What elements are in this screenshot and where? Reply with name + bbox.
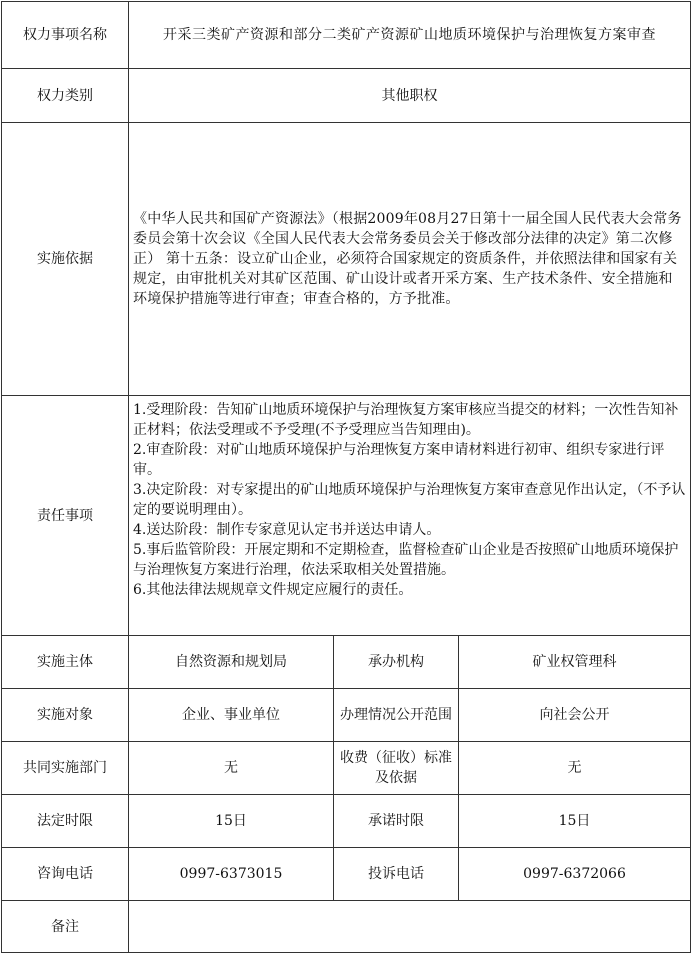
fee-standard-label: 收费（征收）标准及依据 <box>334 742 459 795</box>
subject-label: 实施主体 <box>2 636 129 689</box>
joint-department-value: 无 <box>129 742 334 795</box>
power-category-value: 其他职权 <box>129 69 691 123</box>
row-power-name <box>2 2 691 69</box>
responsibility-item: 1.受理阶段：告知矿山地质环境保护与治理恢复方案审核应当提交的材料；一次性告知补正材料；依法受理或不予受理(不予受理应当告知理由)。 <box>133 402 679 438</box>
subject-value: 自然资源和规划局 <box>129 636 334 689</box>
basis-text: 《中华人民共和国矿产资源法》（根据2009年08月27日第十一届全国人民代表大会常务委员会第十次会议《全国人民代表大会常务委员会关于修改部分法律的决定》第二次修正） 第十五条：设立矿山企业，必须符合国家规定的资质条件，并依照法律和国家有关规定，由审批机关对其矿区范围、矿山设计或者开采方案、生产技术条件、安全措施和环境保护措施等进行审查；审查合格的，方予批准。 <box>133 211 682 307</box>
promised-time-limit-value: 15日 <box>459 795 691 848</box>
consult-phone-value: 0997-6373015 <box>129 848 334 901</box>
legal-time-limit-value: 15日 <box>129 795 334 848</box>
fee-standard-value: 无 <box>459 742 691 795</box>
row-subject <box>2 636 691 689</box>
remarks-label: 备注 <box>2 901 129 953</box>
responsibility-item: 4.送达阶段：制作专家意见认定书并送达申请人。 <box>133 522 441 538</box>
power-category-label: 权力类别 <box>2 69 129 123</box>
complaint-phone-value: 0997-6372066 <box>459 848 691 901</box>
row-power-category <box>2 69 691 123</box>
responsibility-item: 3.决定阶段：对专家提出的矿山地质环境保护与治理恢复方案审查意见作出认定，（不予认定的要说明理由）。 <box>133 482 686 518</box>
handling-agency-label: 承办机构 <box>334 636 459 689</box>
responsibility-item: 2.审查阶段：对矿山地质环境保护与治理恢复方案申请材料进行初审、组织专家进行评审。 <box>133 442 665 478</box>
basis-label: 实施依据 <box>2 123 129 396</box>
row-phone <box>2 848 691 901</box>
joint-department-label: 共同实施部门 <box>2 742 129 795</box>
disclosure-scope-value: 向社会公开 <box>459 689 691 742</box>
responsibilities-list <box>129 396 691 636</box>
target-value: 企业、事业单位 <box>129 689 334 742</box>
remarks-value <box>129 901 691 953</box>
row-target <box>2 689 691 742</box>
responsibility-item: 5.事后监管阶段：开展定期和不定期检查，监督检查矿山企业是否按照矿山地质环境保护与治理恢复方案进行治理，依法采取相关处置措施。 <box>133 542 679 578</box>
legal-time-limit-label: 法定时限 <box>2 795 129 848</box>
handling-agency-value: 矿业权管理科 <box>459 636 691 689</box>
row-joint <box>2 742 691 795</box>
basis-value <box>129 123 691 396</box>
row-basis <box>2 123 691 396</box>
power-name-value: 开采三类矿产资源和部分二类矿产资源矿山地质环境保护与治理恢复方案审查 <box>129 2 691 69</box>
power-name-label: 权力事项名称 <box>2 2 129 69</box>
row-time-limit <box>2 795 691 848</box>
disclosure-scope-label: 办理情况公开范围 <box>334 689 459 742</box>
consult-phone-label: 咨询电话 <box>2 848 129 901</box>
responsibilities-label: 责任事项 <box>2 396 129 636</box>
complaint-phone-label: 投诉电话 <box>334 848 459 901</box>
row-remarks <box>2 901 691 953</box>
power-item-table <box>1 1 691 953</box>
target-label: 实施对象 <box>2 689 129 742</box>
row-responsibilities <box>2 396 691 636</box>
promised-time-limit-label: 承诺时限 <box>334 795 459 848</box>
responsibility-item: 6.其他法律法规规章文件规定应履行的责任。 <box>133 582 413 598</box>
